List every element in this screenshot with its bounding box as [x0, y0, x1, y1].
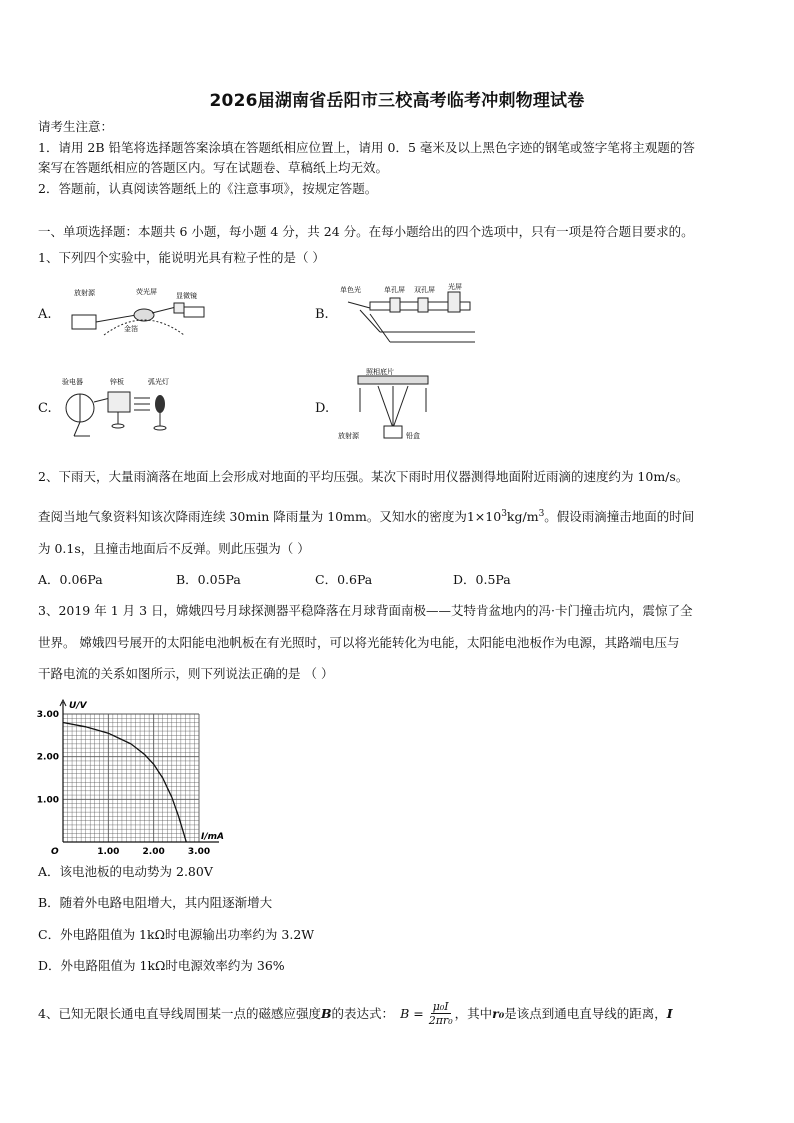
- y-tick-label: 2.00: [36, 752, 59, 763]
- question-3-line-1: 3、2019 年 1 月 3 日，嫦娥四号月球探测器平稳降落在月球背面南极——艾特肯盆地内的冯·卡门撞击坑内，震惊了全: [38, 603, 693, 618]
- q2-option-a: A．0.06Pa: [38, 572, 103, 587]
- question-2-line-3: 为 0.1s，且撞击地面后不反弹。则此压强为（ ）: [38, 541, 310, 556]
- fig-b-label-2: 单孔屏: [384, 286, 405, 294]
- question-2-line-2: 查阅当地气象资料知该次降雨连续 30min 降雨量为 10mm。又知水的密度为$1\times 10^3kg/m^3$。假设雨滴撞击地面的时间: [38, 509, 695, 525]
- fig-a-label-3: 显微镜: [176, 292, 197, 300]
- alpha-scattering-figure: [64, 285, 214, 340]
- fig-a-label-4: 金箔: [124, 325, 138, 333]
- fig-b-label-1: 单色光: [340, 286, 361, 294]
- fig-c-label-3: 弧光灯: [148, 378, 169, 386]
- q1-option-c-label: C.: [38, 401, 52, 416]
- notice-item-2: 2．答题前，认真阅读答题纸上的《注意事项》，按规定答题。: [38, 181, 378, 196]
- q3-option-d: D．外电路阻值为 1kΩ时电源效率约为 36%: [38, 958, 285, 973]
- q1-option-b-label: B.: [315, 307, 329, 322]
- q1-option-a-label: A.: [38, 307, 52, 322]
- section-heading: 一、单项选择题：本题共 6 小题，每小题 4 分，共 24 分。在每小题给出的四个选项中，只有一项是符合题目要求的。: [38, 224, 694, 239]
- u-i-chart: [30, 695, 230, 857]
- fig-a-label-1: 放射源: [74, 289, 95, 297]
- fig-a-label-2: 荧光屏: [136, 288, 157, 296]
- fig-d-label-2: 放射源: [338, 432, 359, 440]
- photoelectric-figure: [60, 372, 190, 440]
- x-tick-label: 2.00: [142, 847, 165, 857]
- fig-d-label-3: 铅盒: [406, 432, 420, 440]
- question-4-line-1: 4、已知无限长通电直导线周围某一点的磁感应强度 B 的表达式： B = $\frac{\text{μ₀I}}{\text{2πr₀}}$ ，其中 r₀ 是该点到通电直导线的距离， I: [38, 1000, 673, 1027]
- q1-option-d-label: D.: [315, 401, 330, 416]
- page-title: 2026届湖南省岳阳市三校高考临考冲刺物理试卷: [209, 91, 585, 111]
- notice-item-1-line-2: 案写在答题纸相应的答题区内。写在试题卷、草稿纸上均无效。: [38, 160, 389, 175]
- y-tick-label: 3.00: [36, 710, 59, 720]
- x-tick-label: 1.00: [97, 847, 120, 857]
- fig-b-label-4: 光屏: [448, 283, 462, 291]
- y-tick-label: 1.00: [36, 795, 59, 806]
- question-1-stem: 1、下列四个实验中，能说明光具有粒子性的是（ ）: [38, 250, 325, 265]
- q2-option-c: C．0.6Pa: [315, 572, 373, 587]
- radiation-figure: [338, 366, 448, 444]
- q3-option-a: A．该电池板的电动势为 2.80V: [38, 864, 213, 879]
- biot-savart-fraction: $\frac{\text{μ₀I}}{\text{2πr₀}}$: [428, 1000, 453, 1027]
- question-3-line-3: 干路电流的关系如图所示，则下列说法正确的是 （ ）: [38, 666, 334, 681]
- notice-heading: 请考生注意：: [38, 119, 114, 134]
- question-3-line-2: 世界。 嫦娥四号展开的太阳能电池帆板在有光照时，可以将光能转化为电能，太阳能电池板作为电源，其路端电压与: [38, 635, 680, 650]
- question-2-line-1: 2、下雨天，大量雨滴落在地面上会形成对地面的平均压强。某次下雨时用仪器测得地面附近雨滴的速度约为 10m/s。: [38, 469, 689, 484]
- x-axis-label: I/mA: [201, 832, 224, 842]
- y-axis-label: U/V: [69, 701, 87, 711]
- q2-option-d: D．0.5Pa: [453, 572, 511, 587]
- double-slit-figure: [340, 282, 480, 344]
- fig-c-label-1: 验电器: [62, 378, 83, 386]
- x-tick-label: 3.00: [187, 847, 211, 857]
- q3-option-c: C．外电路阻值为 1kΩ时电源输出功率约为 3.2W: [38, 927, 315, 942]
- fig-b-label-3: 双孔屏: [414, 286, 435, 294]
- notice-item-1-line-1: 1．请用 2B 铅笔将选择题答案涂填在答题纸相应位置上，请用 0．5 毫米及以上黑色字迹的钢笔或签字笔将主观题的答: [38, 140, 695, 155]
- q2-option-b: B．0.05Pa: [176, 572, 241, 587]
- fig-c-label-2: 锌板: [110, 378, 124, 386]
- q3-option-b: B．随着外电路电阻增大，其内阻逐渐增大: [38, 895, 273, 910]
- fig-d-label-1: 照相底片: [366, 368, 394, 376]
- origin-label: O: [51, 847, 59, 857]
